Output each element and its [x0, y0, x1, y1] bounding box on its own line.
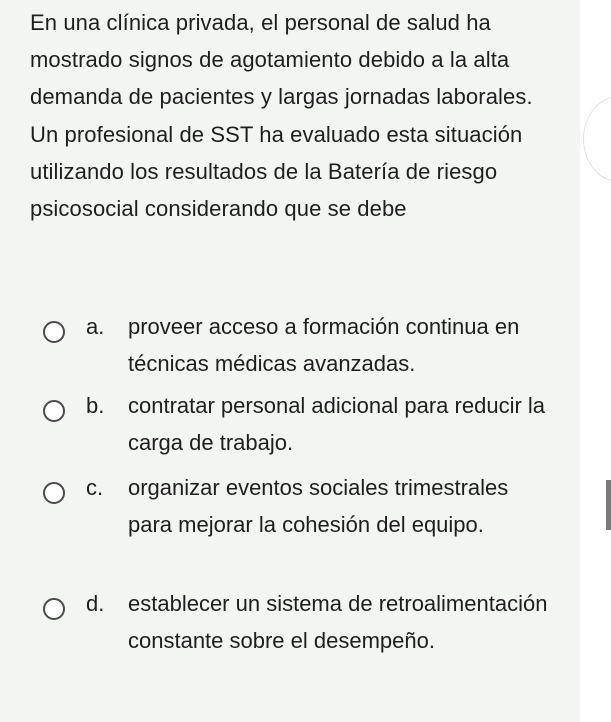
option-b-text: contratar personal adicional para reducir la carga de trabajo. [128, 393, 546, 456]
option-b-radio[interactable] [43, 400, 65, 422]
option-a-text: proveer acceso a formación continua en técnicas médicas avanzadas. [128, 314, 520, 377]
option-b[interactable] [0, 387, 580, 465]
question-text: En una clínica privada, el personal de salud ha mostrado signos de agotamiento debido a la alta demanda de pacientes y largas jornadas laborales. Un profesional de SST ha evaluado esta situación utilizando los resultados de la Batería de riesgo psicosocial considerando que se debe [30, 10, 533, 222]
edge-decoration-bar [606, 480, 611, 530]
option-d-text: establecer un sistema de retroalimentación constante sobre el desempeño. [128, 591, 548, 654]
option-b-letter: b. [86, 393, 105, 418]
option-c-letter: c. [86, 475, 104, 500]
option-a-radio[interactable] [43, 321, 65, 343]
option-d[interactable] [0, 585, 580, 699]
option-d-radio[interactable] [43, 598, 65, 620]
option-d-letter: d. [86, 591, 105, 616]
option-a[interactable] [0, 308, 580, 386]
edge-decoration-circle [583, 96, 611, 182]
option-a-letter: a. [86, 314, 105, 339]
option-c-text: organizar eventos sociales trimestrales para mejorar la cohesión del equipo. [128, 475, 509, 538]
option-c-radio[interactable] [43, 482, 65, 504]
option-c[interactable] [0, 469, 580, 583]
